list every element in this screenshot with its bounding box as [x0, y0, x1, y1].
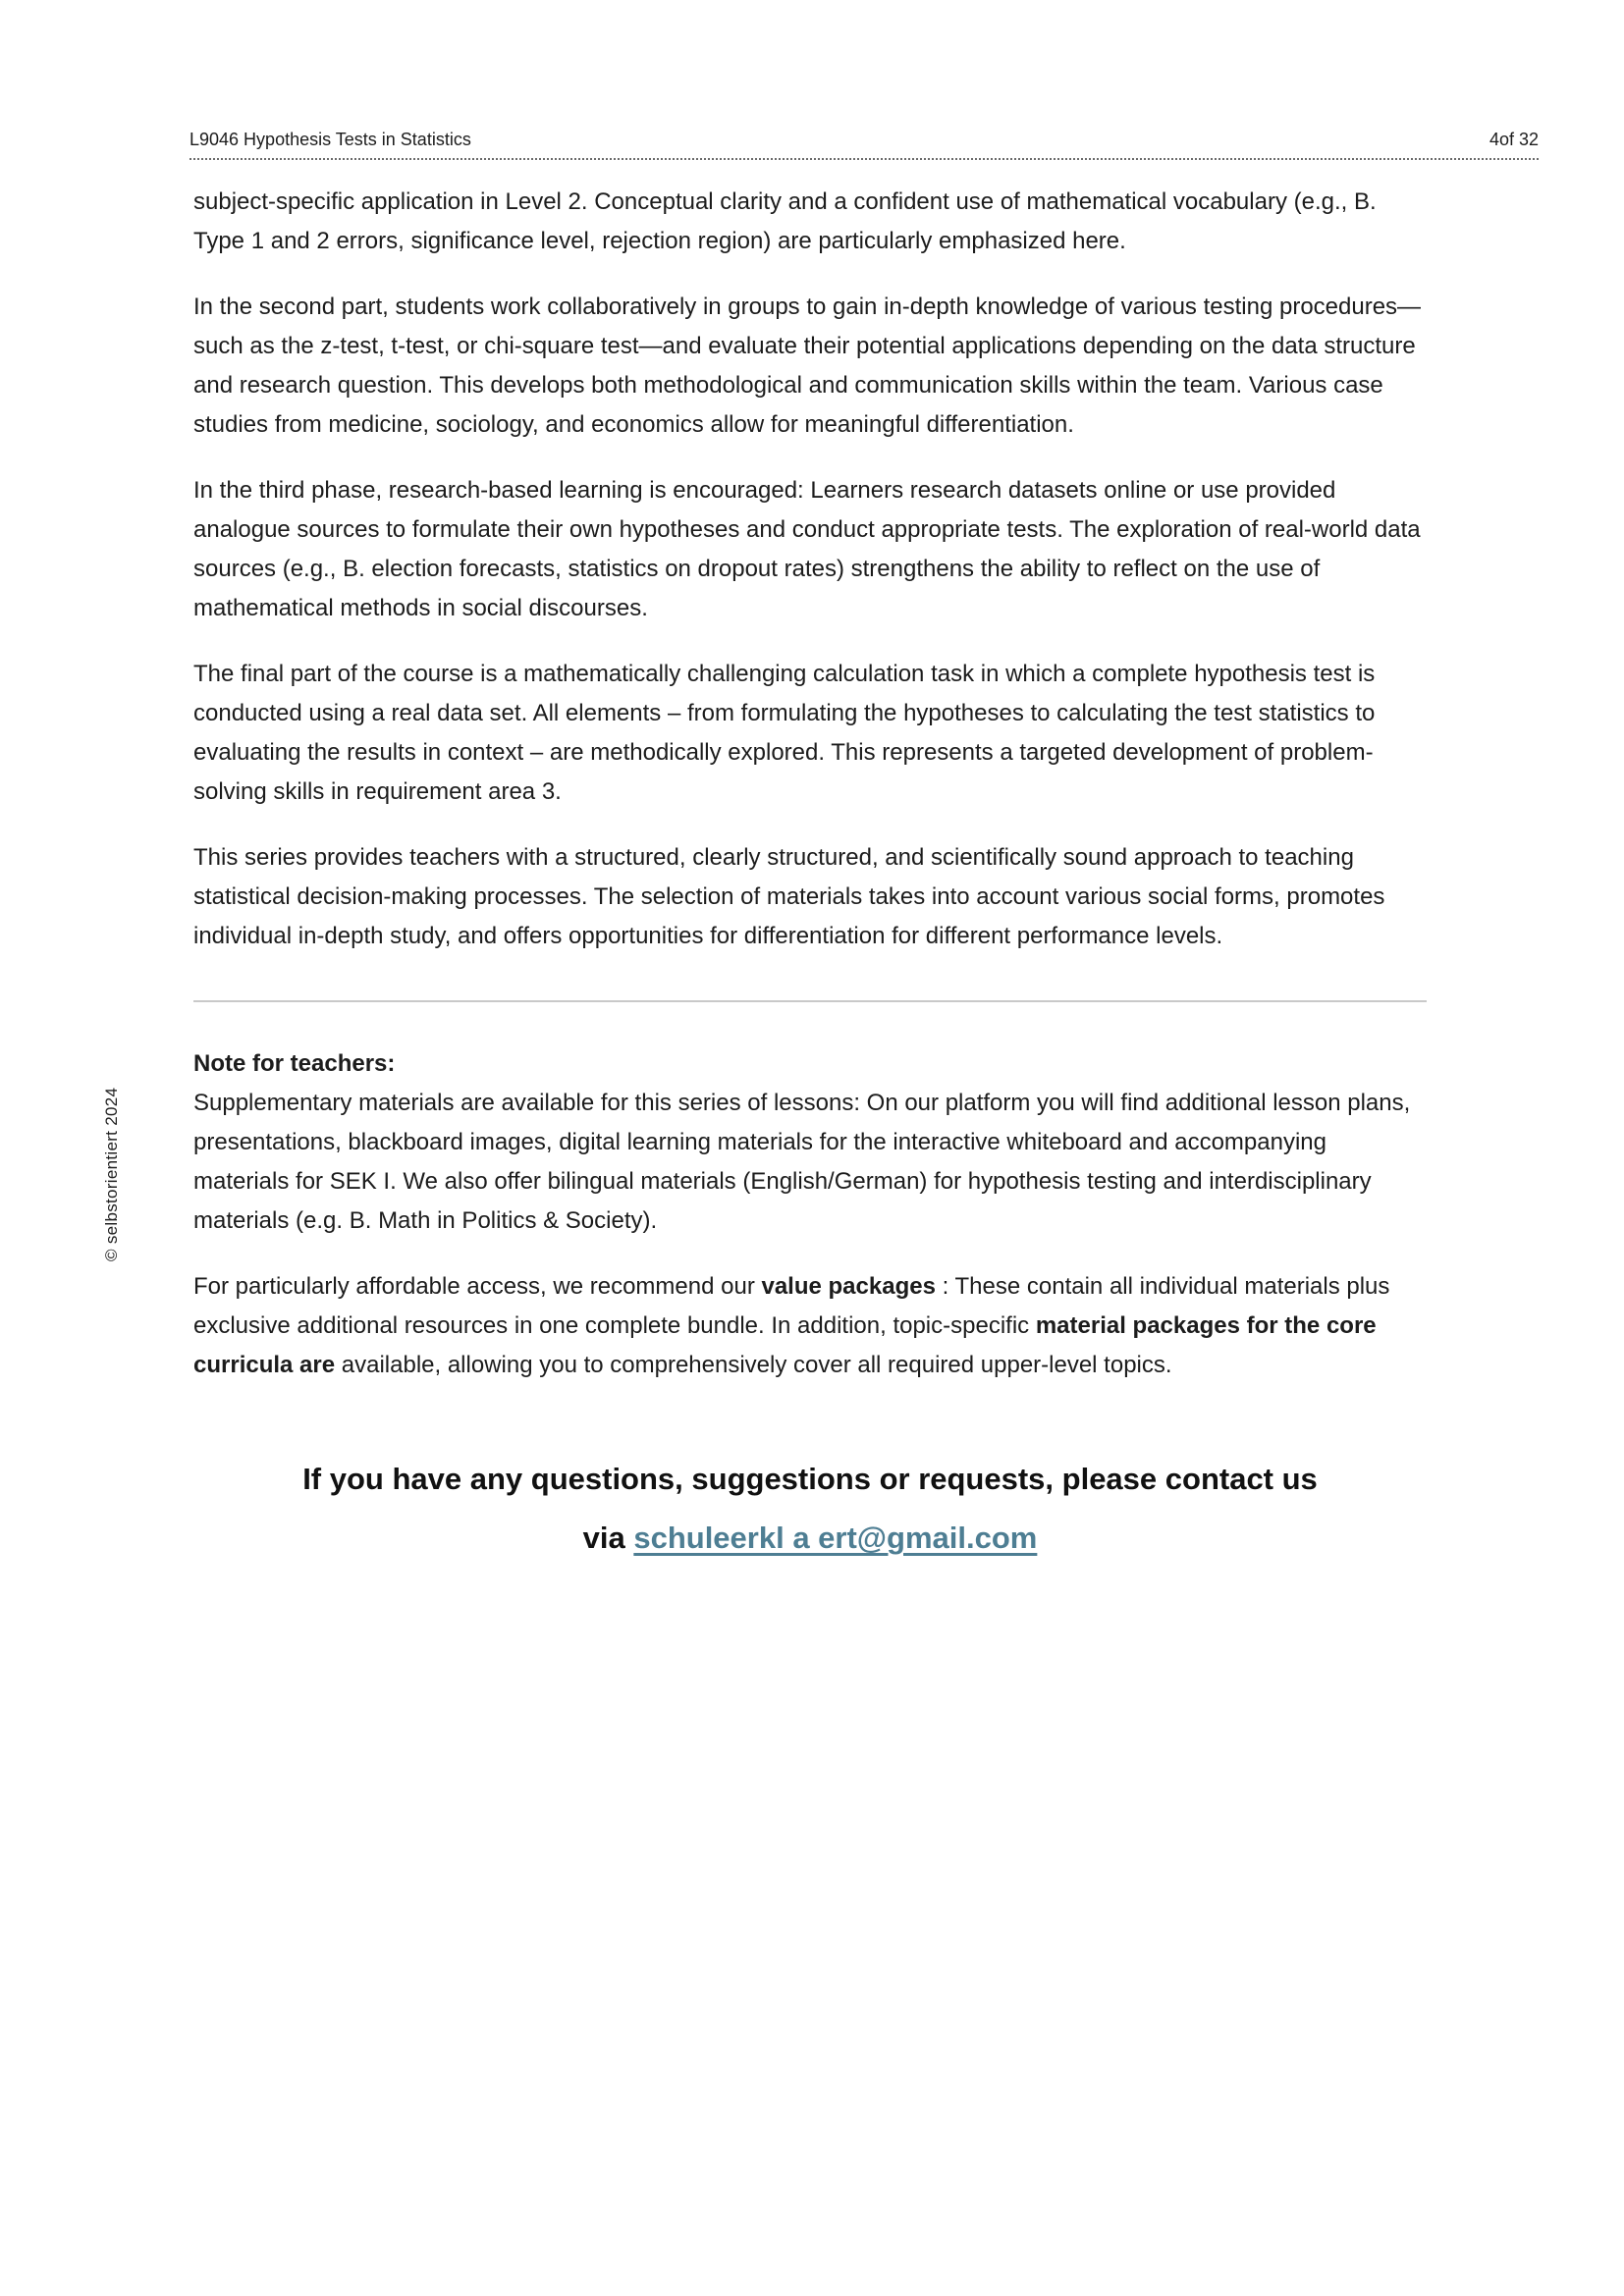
note-heading: Note for teachers: — [193, 1050, 396, 1077]
note-bold-value-packages: value packages — [761, 1273, 936, 1300]
paragraph: In the second part, students work collaboratively in groups to gain in-depth knowledge of various testing procedures—such as the z-test, t-test, or chi-square test—and evaluate their potential applications depending on the data structure and research question. This develops both methodological and communication skills within the team. Various case studies from medicine, sociology, and economics allow for meaningful differentiation. — [193, 294, 1422, 438]
paragraph: This series provides teachers with a structured, clearly structured, and scientifically sound approach to teaching statistical decision-making processes. The selection of materials takes into account various social forms, promotes individual in-depth study, and offers opportunities for differentiation for different performance levels. — [193, 844, 1385, 949]
note-section — [193, 1044, 1427, 1385]
note-text-segment: For particularly affordable access, we recommend our — [193, 1273, 762, 1300]
contact-section — [193, 1450, 1427, 1568]
note-body-2 — [193, 1267, 1427, 1385]
contact-heading-line1: If you have any questions, suggestions or requests, please contact us — [302, 1462, 1318, 1496]
note-text-segment: : These contain all individual materials plus exclusive additional resources in one complete bundle. In addition, topic-specific — [193, 1273, 1390, 1339]
note-body-1: Supplementary materials are available for this series of lessons: On our platform you will find additional lesson plans, presentations, blackboard images, digital learning materials for the interactive whiteboard and accompanying materials for SEK I. We also offer bilingual materials (English/German) for hypothesis testing and interdisciplinary materials (e.g. B. Math in Politics & Society). — [193, 1090, 1411, 1234]
email-link[interactable]: schuleerkl a ert@gmail.com — [633, 1521, 1038, 1555]
paragraph: In the third phase, research-based learning is encouraged: Learners research datasets online or use provided analogue sources to formulate their own hypotheses and conduct appropriate tests. The exploration of real-world data sources (e.g., B. election forecasts, statistics on dropout rates) strengthens the ability to reflect on the use of mathematical methods in social discourses. — [193, 477, 1421, 621]
header-page-number: 4of 32 — [1489, 130, 1539, 149]
section-divider — [193, 1000, 1427, 1002]
note-text-segment: available, allowing you to comprehensively cover all required upper-level topics. — [335, 1352, 1172, 1378]
document-body — [193, 183, 1427, 1568]
paragraph: subject-specific application in Level 2. Conceptual clarity and a confident use of mathematical vocabulary (e.g., B. Type 1 and 2 errors, significance level, rejection region) are particularly emphasized here. — [193, 188, 1377, 254]
via-label: via — [582, 1521, 634, 1555]
paragraph: The final part of the course is a mathematically challenging calculation task in which a complete hypothesis test is conducted using a real data set. All elements – from formulating the hypotheses to calculating the test statistics to evaluating the results in context – are methodically explored. This represents a targeted development of problem-solving skills in requirement area 3. — [193, 661, 1376, 805]
copyright-vertical-text: © selbstorientiert 2024 — [102, 1087, 121, 1261]
note-bold-material-packages: material packages for the core curricula are — [193, 1312, 1377, 1378]
contact-heading-line2 — [193, 1509, 1427, 1568]
page-header — [189, 130, 1539, 160]
header-title: L9046 Hypothesis Tests in Statistics — [189, 130, 471, 149]
